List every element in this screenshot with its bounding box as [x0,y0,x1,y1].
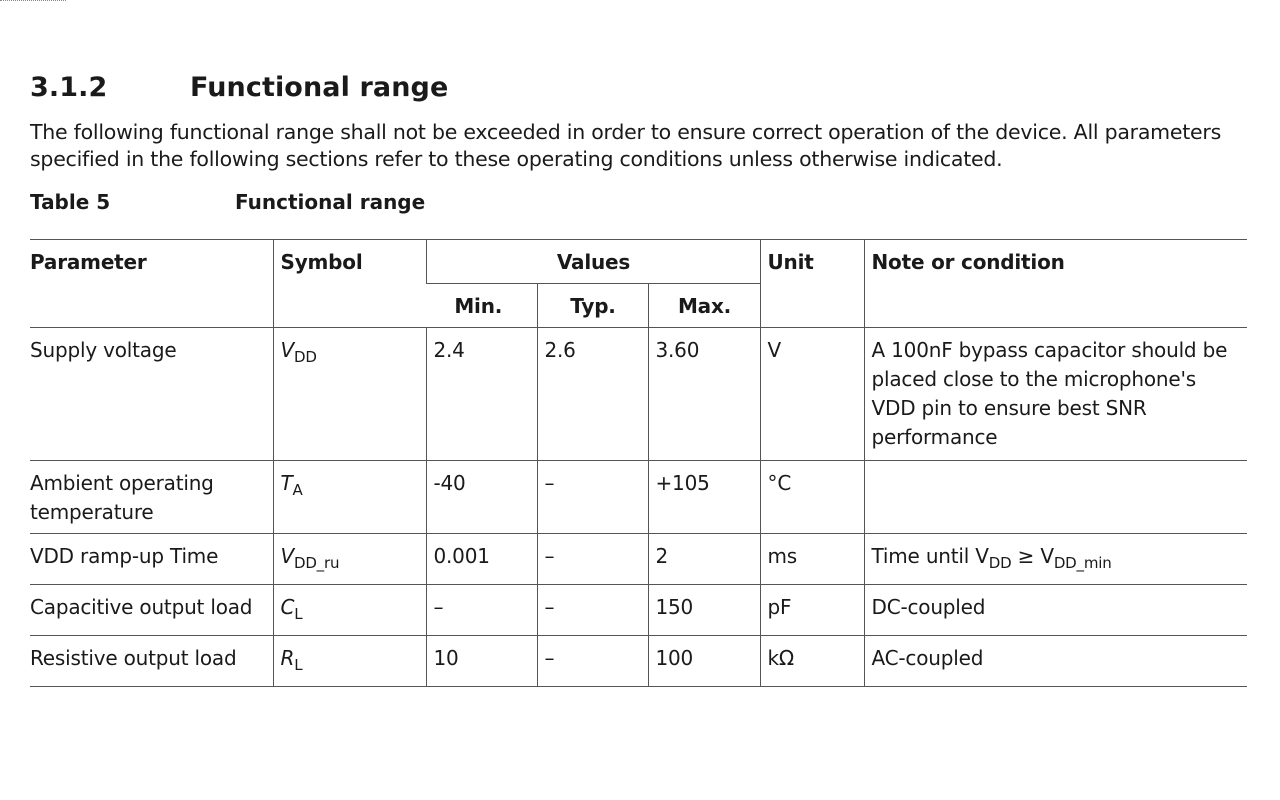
section-title: Functional range [190,72,449,103]
cell-typ: – [537,636,648,687]
cell-unit: kΩ [760,636,864,687]
note-middle: ≥ V [1011,544,1054,568]
note-subscript-1: DD [988,554,1012,572]
symbol-main: V [280,544,294,568]
table-caption-number: Table 5 [30,190,111,214]
cell-symbol [273,534,426,585]
table-header-row [30,240,1247,284]
table-caption [30,190,425,214]
cell-note: DC-coupled [864,585,1247,636]
symbol-subscript: L [294,605,303,623]
table-row [30,328,1247,461]
header-values: Values [426,240,760,284]
symbol-main: V [280,338,294,362]
table-row [30,636,1247,687]
cell-unit: pF [760,585,864,636]
cell-symbol [273,585,426,636]
cell-min: 0.001 [426,534,537,585]
symbol-subscript: DD_ru [293,554,340,572]
header-typ: Typ. [537,284,648,328]
cell-parameter: VDD ramp-up Time [30,534,273,585]
intro-paragraph: The following functional range shall not be exceeded in order to ensure correct operation of the device. All parameters specified in the following sections refer to these operating conditions unless otherwise indicated. [30,120,1222,171]
cell-note [864,461,1247,534]
cell-symbol [273,328,426,461]
note-subscript-2: DD_min [1053,554,1112,572]
cell-unit: °C [760,461,864,534]
section-number: 3.1.2 [30,72,108,103]
symbol-subscript: DD [293,348,317,366]
cell-typ: – [537,461,648,534]
cell-parameter: Ambient operating temperature [30,461,273,534]
page-edge-mark [0,0,66,3]
cell-note [864,534,1247,585]
header-parameter: Parameter [30,240,273,328]
header-note: Note or condition [864,240,1247,328]
cell-note: AC-coupled [864,636,1247,687]
cell-note: A 100nF bypass capacitor should be placed close to the microphone's VDD pin to ensure best SNR performance [864,328,1247,461]
table-caption-title: Functional range [235,190,426,214]
cell-parameter: Resistive output load [30,636,273,687]
cell-typ: – [537,585,648,636]
cell-parameter: Supply voltage [30,328,273,461]
note-prefix: Time until V [871,544,989,568]
header-max: Max. [648,284,760,328]
cell-min: 10 [426,636,537,687]
header-unit: Unit [760,240,864,328]
section-heading [30,72,448,103]
cell-min: – [426,585,537,636]
symbol-subscript: A [292,481,303,499]
cell-max: 150 [648,585,760,636]
symbol-main: R [280,646,295,670]
symbol-subscript: L [294,656,303,674]
header-min: Min. [426,284,537,328]
cell-parameter: Capacitive output load [30,585,273,636]
cell-unit: ms [760,534,864,585]
cell-max: +105 [648,461,760,534]
cell-max: 2 [648,534,760,585]
cell-max: 100 [648,636,760,687]
table-row [30,585,1247,636]
cell-symbol [273,636,426,687]
table-row [30,461,1247,534]
functional-range-table [30,239,1247,687]
cell-min: -40 [426,461,537,534]
cell-symbol [273,461,426,534]
cell-typ: – [537,534,648,585]
cell-min: 2.4 [426,328,537,461]
symbol-main: T [280,471,293,495]
cell-max: 3.60 [648,328,760,461]
table-row [30,534,1247,585]
header-symbol: Symbol [273,240,426,328]
cell-typ: 2.6 [537,328,648,461]
symbol-main: C [280,595,295,619]
cell-unit: V [760,328,864,461]
